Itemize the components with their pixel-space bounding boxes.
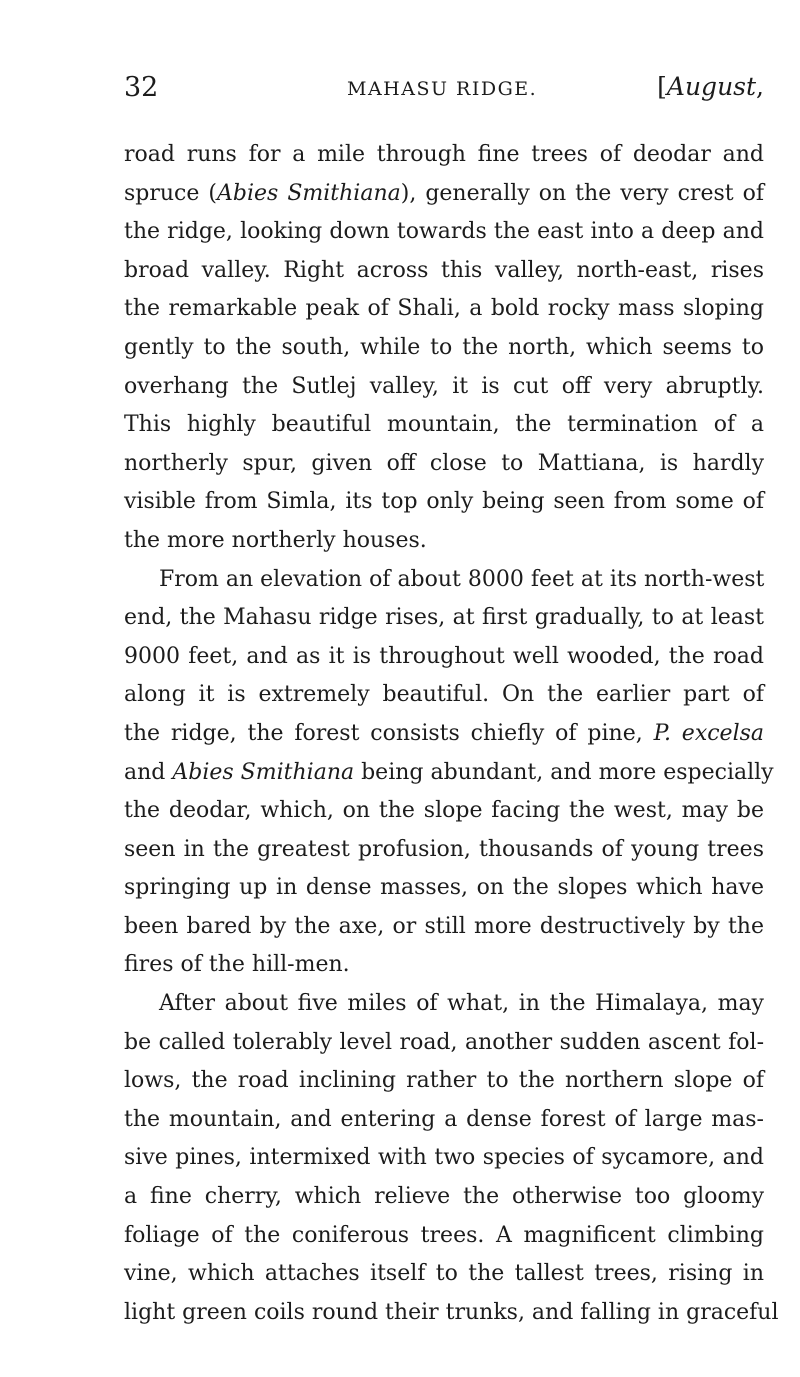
text-line: fires of the hill-men. (124, 952, 350, 978)
species-name: P. excelsa (653, 720, 765, 746)
page-header (124, 72, 764, 112)
species-name: Abies Smithiana (217, 180, 401, 206)
text-line: road runs for a mile through fine trees of deodar and (124, 142, 764, 167)
text-line: the deodar, which, on the slope facing the west, may be (124, 798, 764, 824)
header-month-note (657, 72, 764, 101)
text-line (124, 754, 774, 793)
text-line: end, the Mahasu ridge rises, at first gradually, to at least (124, 605, 764, 631)
text-line: This highly beautiful mountain, the termination of a (124, 412, 764, 438)
text-line: the more northerly houses. (124, 527, 427, 553)
header-comma: , (756, 72, 764, 101)
header-bracket: [ (657, 72, 667, 101)
text-segment: spruce ( (124, 180, 217, 206)
text-line: seen in the greatest profusion, thousands of young trees (124, 836, 764, 862)
text-line: the mountain, and entering a dense forest of large mas- (124, 1106, 764, 1132)
text-line (124, 175, 764, 214)
header-month: August (666, 72, 757, 101)
text-line: northerly spur, given off close to Mattiana, is hardly (124, 450, 764, 476)
text-line: overhang the Sutlej valley, it is cut off very abruptly. (124, 373, 764, 399)
text-line: been bared by the axe, or still more destructively by the (124, 913, 764, 939)
text-line: lows, the road inclining rather to the northern slope of (124, 1068, 764, 1094)
text-line: gently to the south, while to the north, which seems to (124, 334, 764, 360)
text-line: light green coils round their trunks, and falling in graceful (124, 1299, 779, 1325)
text-line: the ridge, looking down towards the east into a deep and (124, 219, 764, 245)
text-segment: being abundant, and more especially (354, 759, 774, 785)
paragraph-start: After about five miles of what, in the Himalaya, may (159, 991, 764, 1017)
paragraph-start: From an elevation of about 8000 feet at its north-west (159, 566, 765, 592)
text-line: visible from Simla, its top only being seen from some of (124, 489, 764, 515)
text-line: be called tolerably level road, another sudden ascent fol- (124, 1029, 764, 1055)
species-name: Abies Smithiana (172, 759, 355, 785)
body-text (124, 136, 779, 1332)
text-segment: the ridge, the forest consists chiefly of pine, (124, 720, 654, 746)
text-line: along it is extremely beautiful. On the earlier part of (124, 682, 764, 708)
text-segment: and (124, 759, 173, 785)
text-line: broad valley. Right across this valley, north-east, rises (124, 257, 764, 283)
text-line: a fine cherry, which relieve the otherwise too gloomy (124, 1184, 764, 1210)
page-number: 32 (124, 72, 159, 103)
text-line: springing up in dense masses, on the slopes which have (124, 875, 764, 901)
text-line: vine, which attaches itself to the tallest trees, rising in (124, 1261, 764, 1287)
text-segment: ), generally on the very crest of (400, 180, 764, 206)
text-line: 9000 feet, and as it is throughout well wooded, the road (124, 643, 764, 669)
text-line: sive pines, intermixed with two species of sycamore, and (124, 1145, 764, 1171)
text-line: the remarkable peak of Shali, a bold rocky mass sloping (124, 296, 764, 322)
text-line (124, 715, 764, 754)
text-line: foliage of the coniferous trees. A magnificent climbing (124, 1222, 764, 1248)
running-title: MAHASU RIDGE. (347, 78, 538, 100)
